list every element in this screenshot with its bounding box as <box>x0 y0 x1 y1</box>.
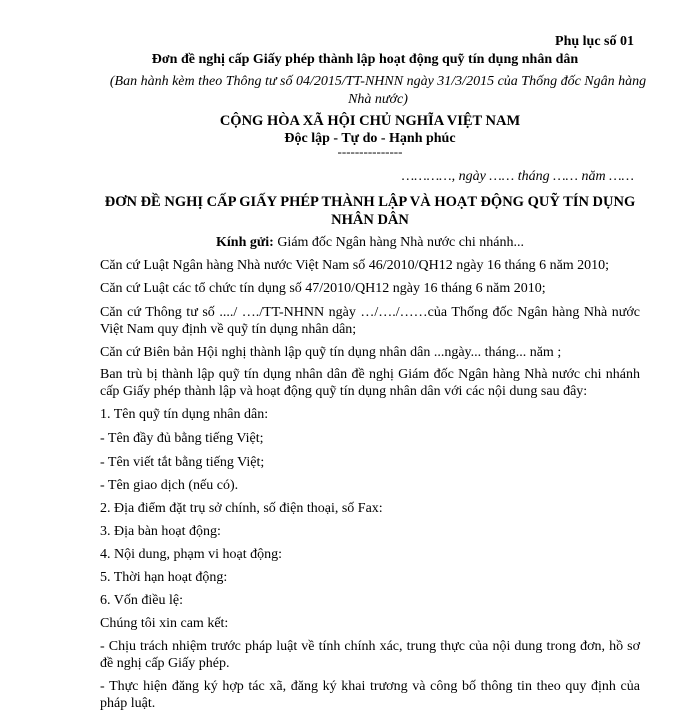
annex-number: Phụ lục số 01 <box>555 34 634 49</box>
list-item: 5. Thời hạn hoạt động: <box>100 570 228 585</box>
document-title: ĐƠN ĐỀ NGHỊ CẤP GIẤY PHÉP THÀNH LẬP VÀ HOẠT ĐỘNG QUỸ TÍN DỤNG NHÂN DÂN <box>104 194 636 228</box>
issued-by-note: (Ban hành kèm theo Thông tư số 04/2015/TT-NHNN ngày 31/3/2015 của Thống đốc Ngân hàng Nhà nước) <box>109 74 647 107</box>
list-item: - Tên giao dịch (nếu có). <box>100 478 239 493</box>
list-item: - Tên viết tắt bằng tiếng Việt; <box>100 455 265 470</box>
paragraph: Căn cứ Thông tư số ..../ …./TT-NHNN ngày …/…./……của Thống đốc Ngân hàng Nhà nước Việt Nam quy định về quỹ tín dụng nhân dân; <box>100 305 640 337</box>
list-item: 2. Địa điểm đặt trụ sở chính, số điện thoại, số Fax: <box>100 501 383 516</box>
national-motto: Độc lập - Tự do - Hạnh phúc <box>284 131 456 146</box>
date-line: …………, ngày …… tháng …… năm …… <box>401 169 634 184</box>
form-title: Đơn đề nghị cấp Giấy phép thành lập hoạt động quỹ tín dụng nhân dân <box>151 52 579 67</box>
paragraph: Căn cứ Biên bản Hội nghị thành lập quỹ tín dụng nhân dân ...ngày... tháng... năm ; <box>100 345 562 360</box>
paragraph: Căn cứ Luật các tổ chức tín dụng số 47/2010/QH12 ngày 16 tháng 6 năm 2010; <box>100 281 546 296</box>
recipient-line <box>216 235 524 251</box>
recipient-label: Kính gửi: <box>216 235 274 250</box>
list-item: 4. Nội dung, phạm vi hoạt động: <box>100 547 282 562</box>
commitment-item: - Thực hiện đăng ký hợp tác xã, đăng ký khai trương và công bố thông tin theo quy định của pháp luật. <box>100 679 640 711</box>
list-item: 6. Vốn điều lệ: <box>100 593 183 608</box>
list-item: 1. Tên quỹ tín dụng nhân dân: <box>100 407 269 422</box>
paragraph: Căn cứ Luật Ngân hàng Nhà nước Việt Nam số 46/2010/QH12 ngày 16 tháng 6 năm 2010; <box>100 258 610 273</box>
paragraph: Chúng tôi xin cam kết: <box>100 616 229 631</box>
commitment-item: - Chịu trách nhiệm trước pháp luật về tính chính xác, trung thực của nội dung trong đơn, hồ sơ đề nghị cấp Giấy phép. <box>100 639 640 671</box>
list-item: 3. Địa bàn hoạt động: <box>100 524 221 539</box>
country-name: CỘNG HÒA XÃ HỘI CHỦ NGHĨA VIỆT NAM <box>219 113 521 129</box>
paragraph: Ban trù bị thành lập quỹ tín dụng nhân dân đề nghị Giám đốc Ngân hàng Nhà nước chi nhánh cấp Giấy phép thành lập và hoạt động quỹ tín dụng nhân dân với các nội dung sau đây: <box>100 367 640 399</box>
separator: --------------- <box>337 144 403 159</box>
recipient-value: Giám đốc Ngân hàng Nhà nước chi nhánh... <box>273 235 525 250</box>
list-item: - Tên đầy đủ bằng tiếng Việt; <box>100 431 264 446</box>
